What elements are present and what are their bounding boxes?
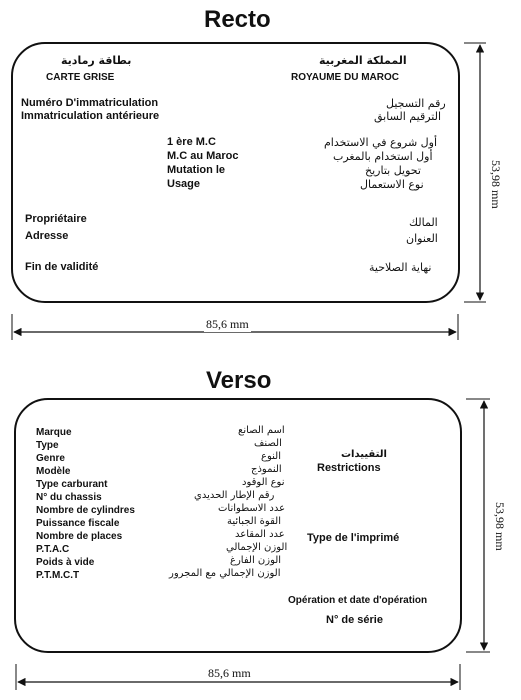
verso-field-ar: نوع الوقود (242, 477, 285, 488)
verso-field-ar: الوزن الفارغ (230, 555, 282, 566)
verso-type-imprime: Type de l'imprimé (307, 532, 400, 544)
recto-header-left-fr: CARTE GRISE (46, 72, 115, 83)
recto-height-label: 53,98 mm (489, 160, 503, 209)
verso-operation: Opération et date d'opération (288, 595, 428, 606)
recto-owner-ar: المالك (409, 216, 438, 229)
verso-field-fr: Marque (36, 427, 72, 438)
recto-field-registration: Numéro D'immatriculation (21, 97, 159, 109)
recto-sub-mc-maroc-ar: أول استخدام بالمغرب (333, 150, 433, 163)
verso-field-fr: P.T.A.C (36, 544, 70, 555)
recto-sub-mutation: Mutation le (167, 164, 226, 176)
recto-heading: Recto (204, 6, 271, 33)
verso-field-fr: Nombre de places (36, 531, 123, 542)
verso-field-ar: رقم الإطار الحديدي (194, 490, 275, 501)
verso-serial: N° de série (326, 614, 383, 626)
recto-header-left-ar: بطاقة رمادية (61, 54, 132, 67)
verso-field-ar: النموذج (251, 464, 282, 475)
verso-height-label: 53,98 mm (493, 502, 507, 551)
verso-field-fr: N° du chassis (36, 492, 102, 503)
recto-header-right-ar: المملكة المغربية (319, 54, 407, 67)
verso-field-ar: اسم الصانع (238, 425, 285, 436)
verso-field-fr: Modèle (36, 466, 71, 477)
recto-validity: Fin de validité (25, 261, 99, 273)
recto-field-registration-ar: رقم التسجيل (386, 97, 446, 110)
recto-field-previous: Immatriculation antérieure (21, 110, 160, 122)
recto-sub-mc-maroc: M.C au Maroc (167, 150, 239, 162)
verso-heading: Verso (206, 367, 272, 394)
verso-field-fr: P.T.M.C.T (36, 570, 80, 581)
verso-restrictions: Restrictions (317, 462, 381, 474)
verso-field-ar: القوة الجبائية (227, 516, 281, 527)
recto-validity-ar: نهاية الصلاحية (369, 261, 432, 274)
verso-field-fr: Puissance fiscale (36, 518, 120, 529)
recto-sub-first-mc-ar: أول شروع في الاستخدام (324, 136, 438, 149)
verso-field-fr: Nombre de cylindres (36, 505, 135, 516)
verso-field-ar: الوزن الإجمالي (226, 542, 288, 553)
verso-field-ar: النوع (261, 451, 281, 462)
recto-owner: Propriétaire (25, 213, 87, 225)
verso-field-fr: Poids à vide (36, 557, 95, 568)
recto-width-label: 85,6 mm (206, 317, 249, 331)
recto-sub-usage-ar: نوع الاستعمال (360, 178, 424, 191)
recto-sub-usage: Usage (167, 178, 201, 190)
verso-field-ar: عدد المقاعد (235, 529, 285, 540)
verso-restrictions-ar: التقييدات (341, 449, 387, 460)
verso-field-fr: Type (36, 440, 59, 451)
verso-field-ar: عدد الاسطوانات (218, 503, 286, 514)
verso-width-label: 85,6 mm (208, 666, 251, 680)
verso-field-fr: Genre (36, 453, 65, 464)
recto-sub-first-mc: 1 ère M.C (167, 136, 216, 148)
recto-field-previous-ar: الترقيم السابق (374, 110, 441, 123)
recto-address: Adresse (25, 230, 69, 242)
recto-header-right-fr: ROYAUME DU MAROC (291, 72, 399, 83)
recto-sub-mutation-ar: تحويل بتاريخ (365, 164, 421, 177)
recto-address-ar: العنوان (406, 232, 438, 245)
verso-field-ar: الوزن الإجمالي مع المجرور (169, 568, 281, 579)
verso-field-fr: Type carburant (36, 479, 108, 490)
verso-field-ar: الصنف (254, 438, 282, 449)
